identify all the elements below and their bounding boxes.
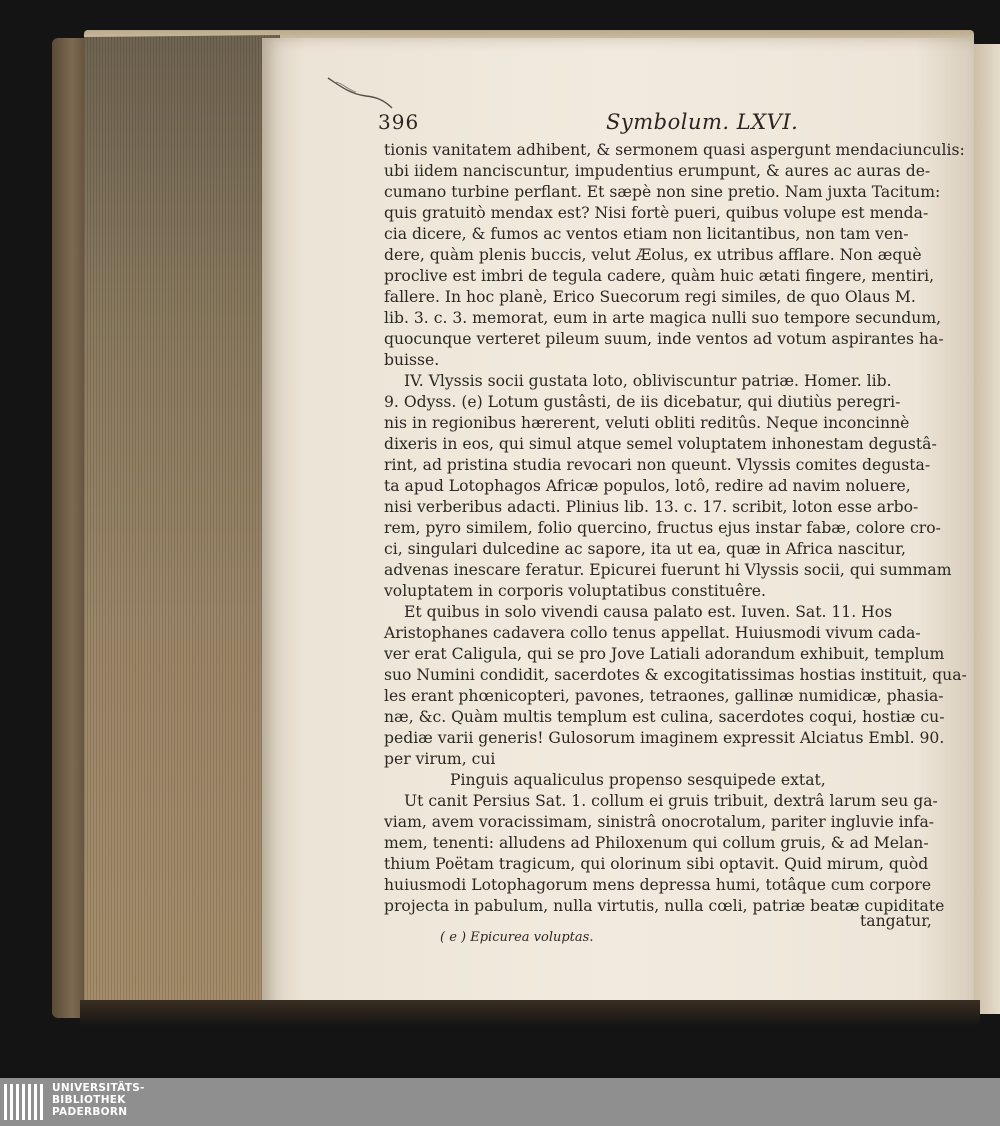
text-line: nisi verberibus adacti. Plinius lib. 13. c. 17. scribit, loton esse arbo- (384, 498, 919, 516)
text-line: IV. Vlyssis socii gustata loto, obliviscuntur patriæ. Homer. lib. (404, 372, 892, 390)
text-line: proclive est imbri de tegula cadere, quàm huic ætati fingere, mentiri, (384, 267, 935, 285)
text-line: fallere. In hoc planè, Erico Suecorum regi similes, de quo Olaus M. (384, 288, 916, 306)
text-line: advenas inescare feratur. Epicurei fuerunt hi Vlyssis socii, qui summam (384, 561, 952, 579)
text-line: lib. 3. c. 3. memorat, eum in arte magica nulli suo tempore secundum, (384, 309, 942, 327)
library-footer (0, 1078, 1000, 1126)
text-line: næ, &c. Quàm multis templum est culina, sacerdotes coqui, hostiæ cu- (384, 708, 945, 726)
text-line: Aristophanes cadavera collo tenus appellat. Huiusmodi vivum cada- (384, 624, 921, 642)
text-line: viam, avem voracissimam, sinistrâ onocrotalum, pariter ingluvie infa- (384, 813, 935, 831)
text-line: quocunque verteret pileum suum, inde ventos ad votum aspirantes ha- (384, 330, 944, 348)
text-line: projecta in pabulum, nulla virtutis, nulla cœli, patriæ beatæ cupiditate (384, 897, 945, 915)
text-line: mem, tenenti: alludens ad Philoxenum qui collum gruis, & ad Melan- (384, 834, 929, 852)
text-line: dixeris in eos, qui simul atque semel voluptatem inhonestam degustâ- (384, 435, 937, 453)
main-text (384, 140, 967, 917)
catchword: tangatur, (860, 912, 932, 930)
text-line: ver erat Caligula, qui se pro Jove Latiali adorandum exhibuit, templum (384, 645, 945, 663)
text-line: ta apud Lotophagos Africæ populos, lotô, redire ad navim noluere, (384, 477, 911, 495)
text-line: Et quibus in solo vivendi causa palato est. Iuven. Sat. 11. Hos (404, 603, 893, 621)
text-line: buisse. (384, 351, 440, 369)
text-line: les erant phœnicopteri, pavones, tetraones, gallinæ numidicæ, phasia- (384, 687, 944, 705)
page-edges-left (84, 35, 280, 1005)
library-name-line-2: BIBLIOTHEK (52, 1094, 126, 1106)
library-name (52, 1082, 145, 1118)
text-line: ci, singulari dulcedine ac sapore, ita ut ea, quæ in Africa nascitur, (384, 540, 906, 558)
library-name-line-1: UNIVERSITÄTS- (52, 1082, 145, 1094)
stray-thread-icon (326, 72, 396, 112)
text-line: cia dicere, & fumos ac ventos etiam non licitantibus, non tam ven- (384, 225, 909, 243)
text-line: voluptatem in corporis voluptatibus constituêre. (384, 582, 766, 600)
text-line: cumano turbine perflant. Et sæpè non sine pretio. Nam juxta Tacitum: (384, 183, 941, 201)
text-line: Pinguis aqualiculus propenso sesquipede extat, (450, 771, 826, 789)
text-line: Ut canit Persius Sat. 1. collum ei gruis tribuit, dextrâ larum seu ga- (404, 792, 938, 810)
page-number: 396 (378, 110, 420, 134)
text-line: huiusmodi Lotophagorum mens depressa humi, totâque cum corpore (384, 876, 932, 894)
library-logo-icon (2, 1082, 50, 1122)
text-line: ubi iidem nanciscuntur, impudentius erumpunt, & aures ac auras de- (384, 162, 931, 180)
text-line: quis gratuitò mendax est? Nisi fortè pueri, quibus volupe est menda- (384, 204, 929, 222)
text-line: per virum, cui (384, 750, 496, 768)
text-line: tionis vanitatem adhibent, & sermonem quasi aspergunt mendaciunculis: (384, 141, 965, 159)
footnote: ( e ) Epicurea voluptas. (440, 930, 594, 945)
text-line: rem, pyro similem, folio quercino, fructus ejus instar fabæ, colore cro- (384, 519, 941, 537)
right-leaf-edge (974, 44, 1000, 1014)
text-line: thium Poëtam tragicum, qui olorinum sibi optavit. Quid mirum, quòd (384, 855, 929, 873)
text-line: dere, quàm plenis buccis, velut Æolus, ex utribus afflare. Non æquè (384, 246, 922, 264)
text-line: rint, ad pristina studia revocari non queunt. Vlyssis comites degusta- (384, 456, 931, 474)
text-line: pediæ varii generis! Gulosorum imaginem expressit Alciatus Embl. 90. (384, 729, 945, 747)
library-name-line-3: PADERBORN (52, 1106, 128, 1118)
page-header (378, 110, 956, 140)
book-bottom-shadow (80, 1000, 980, 1026)
running-title: Symbolum. LXVI. (606, 110, 799, 134)
text-line: nis in regionibus hærerent, veluti obliti reditûs. Neque inconcinnè (384, 414, 910, 432)
text-line: 9. Odyss. (e) Lotum gustâsti, de iis dicebatur, qui diutiùs peregri- (384, 393, 901, 411)
text-line: suo Numini condidit, sacerdotes & excogitatissimas hostias instituit, qua- (384, 666, 967, 684)
